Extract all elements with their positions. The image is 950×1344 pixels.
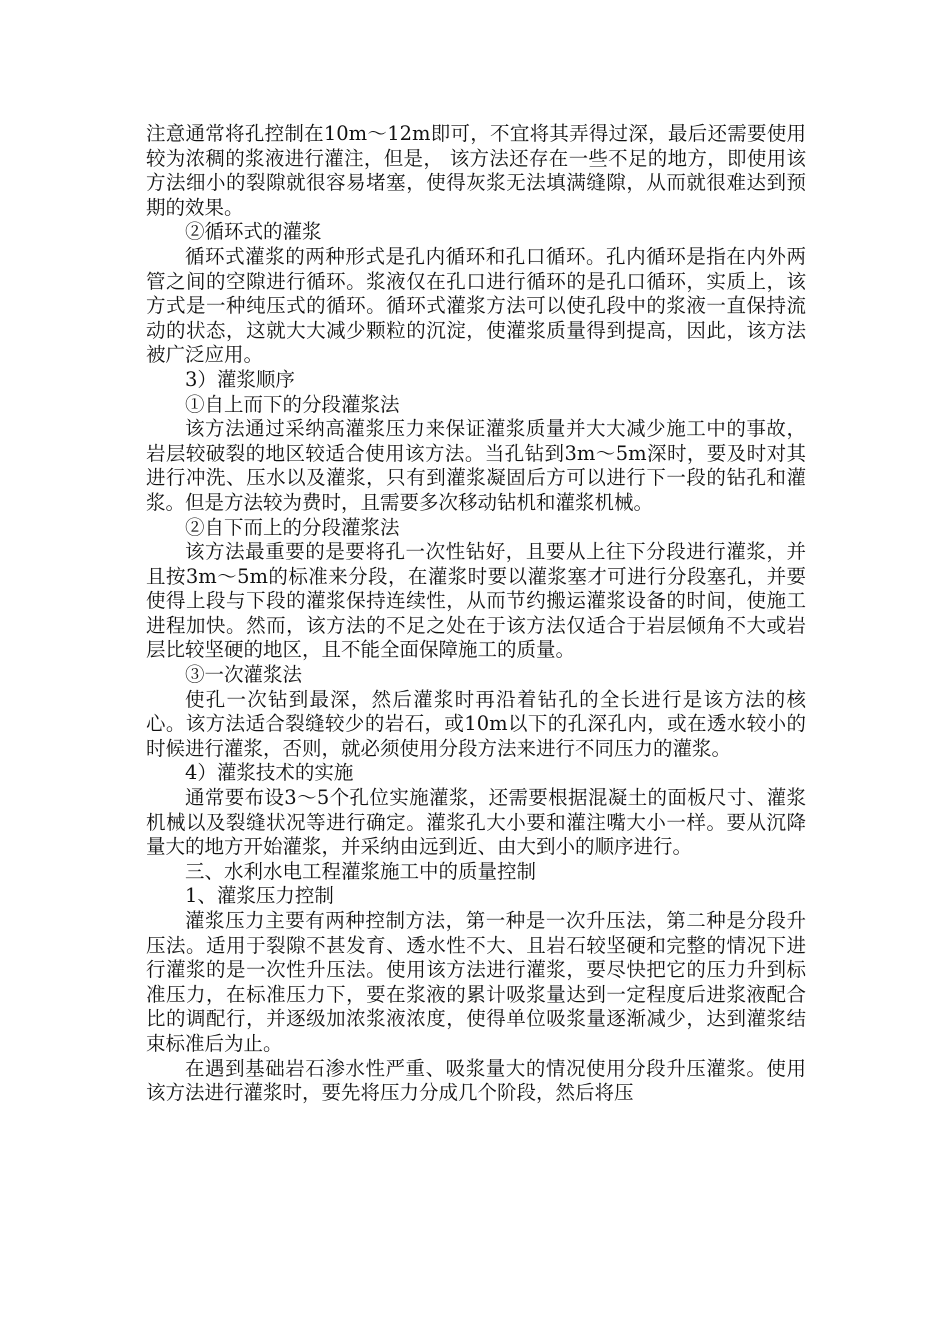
subheading-circulating-grouting: ②循环式的灌浆 bbox=[185, 220, 322, 244]
heading-grouting-sequence: 3）灌浆顺序 bbox=[185, 367, 295, 391]
heading-implementation: 4）灌浆技术的实施 bbox=[185, 761, 354, 785]
paragraph-bottom-up: 该方法最重要的是要将孔一次性钻好，且要从上往下分段进行灌浆，并且按3m～5m的标准来分段，在灌浆时要以灌浆塞才可进行分段塞孔，并要使得上段与下段的灌浆保持连续性，从而节约搬运灌浆设备的时间，使施工进程加快。然而，该方法的不足之处在于该方法仅适合于岩层倾角不大或岩层比较坚硬的地区，且不能全面保障施工的质量。 bbox=[146, 540, 806, 662]
paragraph-pressure-control: 灌浆压力主要有两种控制方法，第一种是一次升压法，第二种是分段升压法。适用于裂隙不甚发育、透水性不大、且岩石较坚硬和完整的情况下进行灌浆的是一次性升压法。使用该方法进行灌浆，要尽快把它的压力升到标准压力，在标准压力下，要在浆液的累计吸浆量达到一定程度后进浆液配合比的调配行，并逐级加浓浆液浓度，使得单位吸浆量逐渐减少，达到灌浆结束标准后为止。 bbox=[146, 909, 806, 1055]
paragraph-top-down: 该方法通过采纳高灌浆压力来保证灌浆质量并大大减少施工中的事故，岩层较破裂的地区较适合使用该方法。当孔钻到3m～5m深时，要及时对其进行冲洗、压水以及灌浆，只有到灌浆凝固后方可以进行下一段的钻孔和灌浆。但是方法较为费时，且需要多次移动钻机和灌浆机械。 bbox=[146, 417, 806, 514]
paragraph-circulating-grouting: 循环式灌浆的两种形式是孔内循环和孔口循环。孔内循环是指在内外两管之间的空隙进行循环。浆液仅在孔口进行循环的是孔口循环，实质上，该方式是一种纯压式的循环。循环式灌浆方法可以使孔段中的浆液一直保持流动的状态，这就大大减少颗粒的沉淀，使灌浆质量得到提高，因此，该方法被广泛应用。 bbox=[146, 244, 806, 367]
paragraph-continuation: 注意通常将孔控制在10m～12m即可，不宜将其弄得过深，最后还需要使用较为浓稠的浆液进行灌注，但是， 该方法还存在一些不足的地方，即使用该方法细小的裂隙就很容易堵塞，使得灰浆无法填满缝隙，从而就很难达到预期的效果。 bbox=[146, 122, 806, 219]
document-body bbox=[146, 122, 806, 1106]
subheading-top-down: ①自上而下的分段灌浆法 bbox=[185, 392, 400, 416]
heading-pressure-control: 1、灌浆压力控制 bbox=[185, 884, 334, 908]
subheading-one-time: ③一次灌浆法 bbox=[185, 663, 303, 687]
section-heading-quality-control: 三、水利水电工程灌浆施工中的质量控制 bbox=[185, 859, 537, 883]
paragraph-staged-pressure: 在遇到基础岩石渗水性严重、吸浆量大的情况使用分段升压灌浆。使用该方法进行灌浆时，要先将压力分成几个阶段，然后将压 bbox=[146, 1056, 806, 1105]
subheading-bottom-up: ②自下而上的分段灌浆法 bbox=[185, 515, 400, 539]
paragraph-implementation: 通常要布设3～5个孔位实施灌浆，还需要根据混凝土的面板尺寸、灌浆机械以及裂缝状况等进行确定。灌浆孔大小要和灌注嘴大小一样。要从沉降量大的地方开始灌浆，并采纳由远到近、由大到小的顺序进行。 bbox=[146, 786, 806, 859]
paragraph-one-time: 使孔一次钻到最深，然后灌浆时再沿着钻孔的全长进行是该方法的核心。该方法适合裂缝较少的岩石，或10m以下的孔深孔内，或在透水较小的时候进行灌浆，否则，就必须使用分段方法来进行不同压力的灌浆。 bbox=[146, 687, 806, 760]
